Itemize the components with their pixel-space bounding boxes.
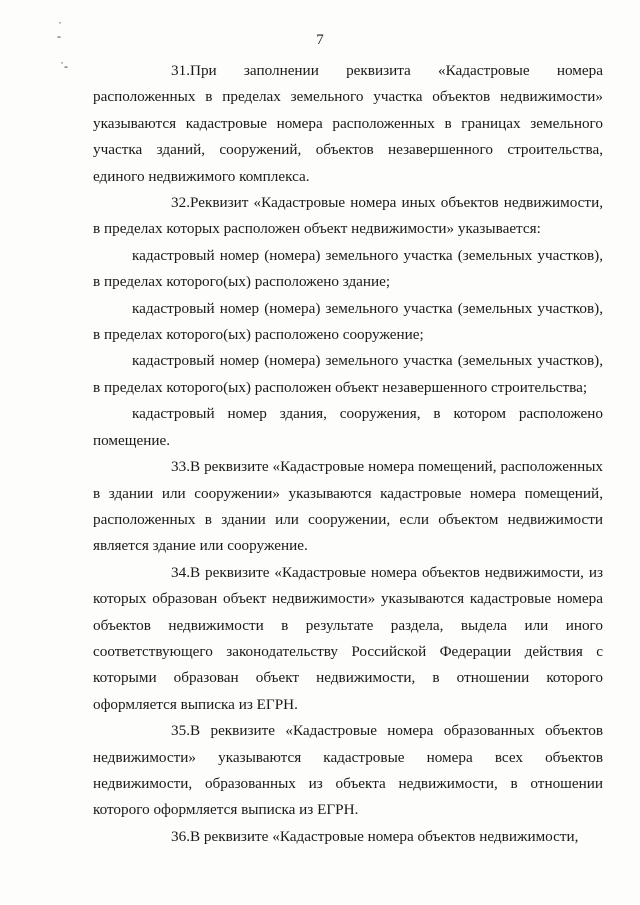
paragraph-32: [93, 190, 603, 243]
paragraph-text: В реквизите «Кадастровые номера образованных объектов недвижимости» указываются кадастровые номера всех объектов недвижимости, образованных из объекта недвижимости, в отношении которого оформляется выписка из ЕГРН.: [93, 722, 603, 819]
scan-mark: -: [57, 29, 61, 43]
document-body: [93, 58, 603, 850]
paragraph-number: 35.: [171, 722, 190, 740]
paragraph-number: 31.: [171, 62, 190, 79]
paragraph-text: кадастровый номер (номера) земельного участка (земельных участков), в пределах которого(ых) расположено сооружение;: [93, 299, 603, 344]
paragraph-text: В реквизите «Кадастровые номера объектов недвижимости,: [189, 827, 579, 845]
paragraph-36: [93, 824, 603, 850]
list-item: [93, 401, 603, 454]
paragraph-number: 34.: [171, 563, 190, 581]
scan-mark: ˙-: [60, 59, 68, 73]
page-number: 7: [316, 32, 324, 48]
paragraph-text: При заполнении реквизита «Кадастровые номера расположенных в пределах земельного участка объектов недвижимости» указываются кадастровые номера расположенных в границах земельного участка зданий, сооружений, объектов незавершенного строительства, единого недвижимого комплекса.: [93, 62, 603, 185]
paragraph-text: кадастровый номер здания, сооружения, в котором расположено помещение.: [93, 405, 603, 449]
paragraph-31: [93, 58, 603, 190]
scan-mark: ˙: [58, 19, 62, 33]
list-item: [93, 348, 603, 401]
paragraph-text: В реквизите «Кадастровые номера объектов недвижимости, из которых образован объект недвижимости» указываются кадастровые номера объектов недвижимости в результате раздела, выдела или иного соответствующего законодательству Российской Федерации действия с которыми образован объект недвижимости, в отношении которого оформляется выписка из ЕГРН.: [93, 563, 603, 713]
paragraph-text: кадастровый номер (номера) земельного участка (земельных участков), в пределах которого(ых) расположен объект незавершенного строительства;: [93, 352, 603, 396]
paragraph-33: [93, 454, 603, 560]
paragraph-text: В реквизите «Кадастровые номера помещений, расположенных в здании или сооружении» указываются кадастровые номера помещений, расположенных в здании или сооружении, если объектом недвижимости является здание или сооружение.: [93, 458, 603, 555]
paragraph-number: 36.: [171, 827, 190, 845]
paragraph-number: 32.: [171, 194, 190, 212]
paragraph-text: Реквизит «Кадастровые номера иных объектов недвижимости, в пределах которых расположен объект недвижимости» указывается:: [93, 194, 603, 238]
paragraph-text: кадастровый номер (номера) земельного участка (земельных участков), в пределах которого(ых) расположено здание;: [93, 246, 603, 291]
list-item: [93, 243, 603, 296]
list-item: [93, 296, 603, 349]
paragraph-35: [93, 718, 603, 824]
paragraph-34: [93, 560, 603, 718]
paragraph-number: 33.: [171, 458, 190, 476]
